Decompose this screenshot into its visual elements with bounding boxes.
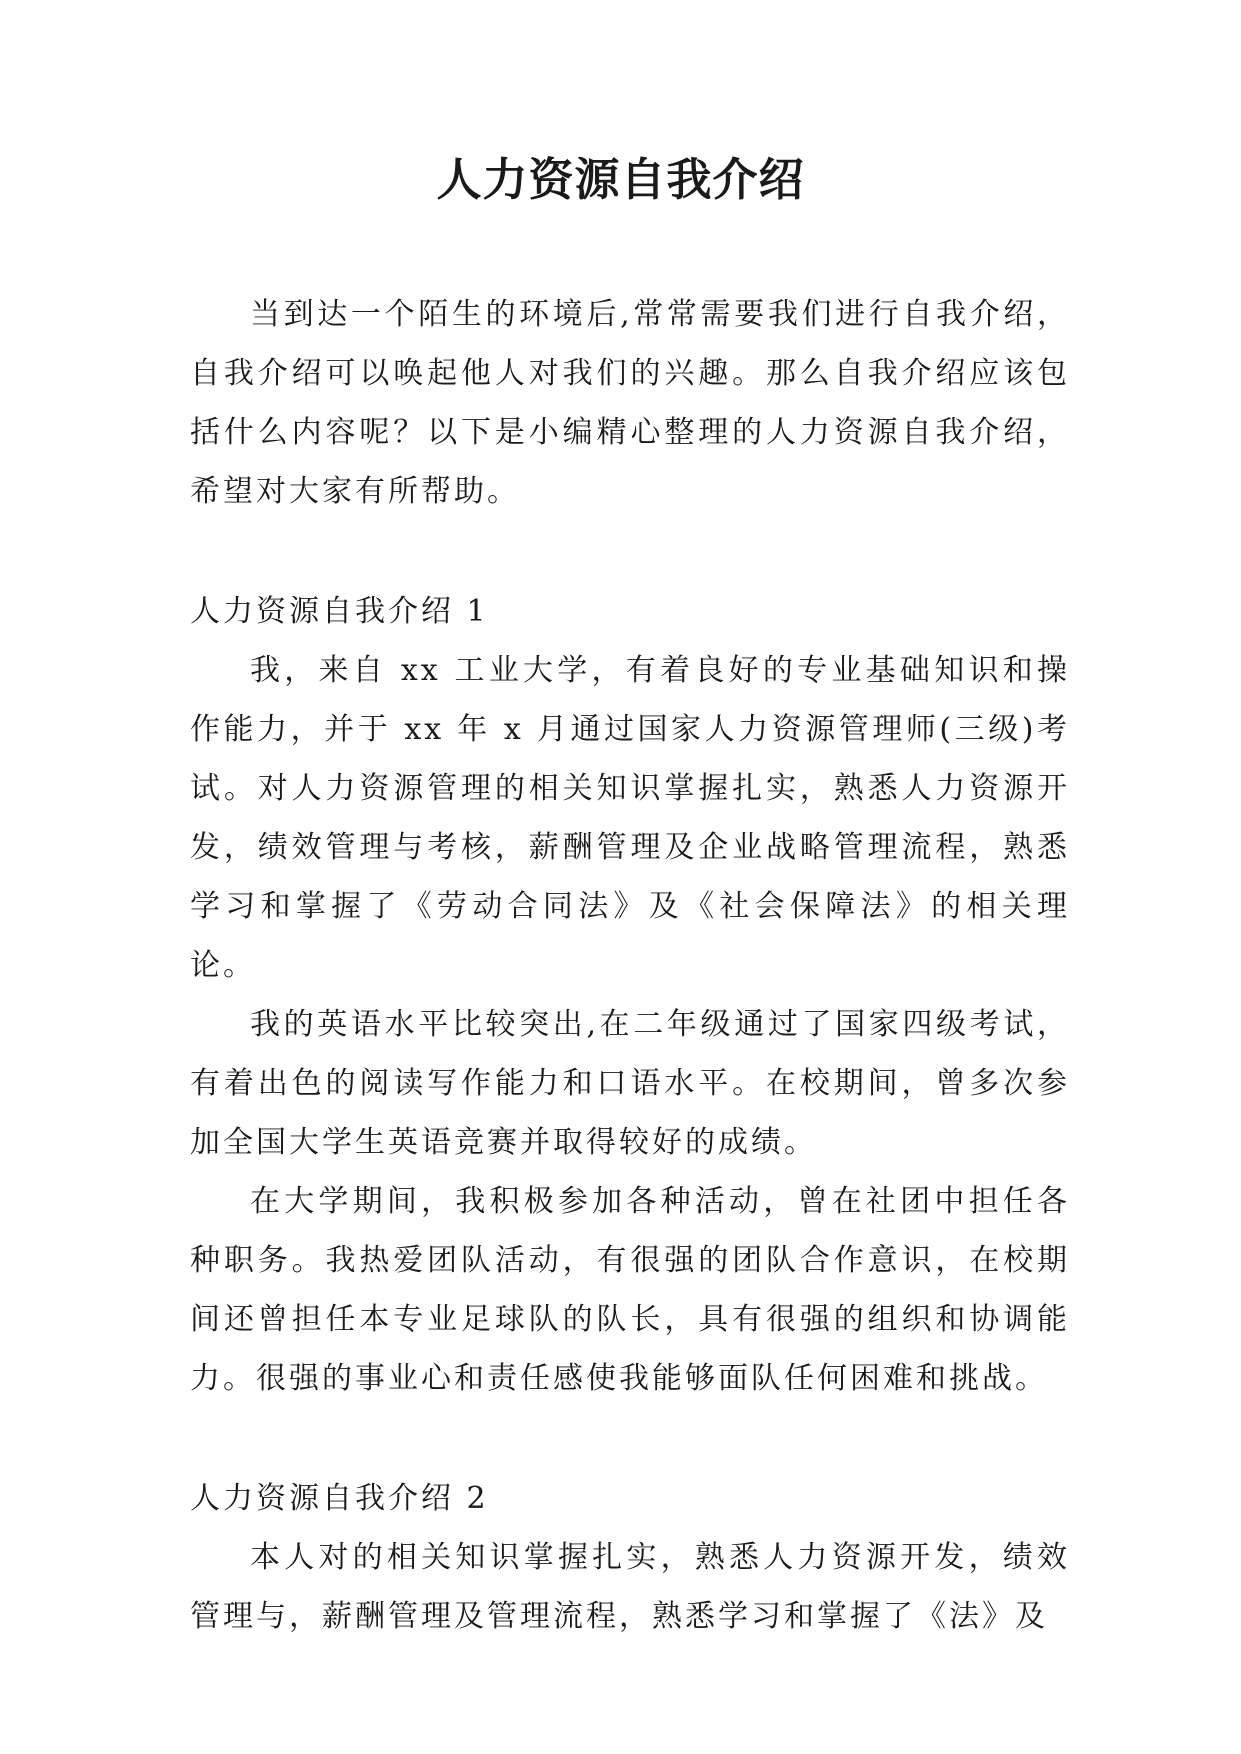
- intro-paragraph: 当到达一个陌生的环境后,常常需要我们进行自我介绍，自我介绍可以唤起他人对我们的兴趣。那么自我介绍应该包括什么内容呢？以下是小编精心整理的人力资源自我介绍，希望对大家有所帮助。: [190, 297, 1070, 509]
- section-1-paragraph-1: 我，来自 xx 工业大学，有着良好的专业基础知识和操作能力，并于 xx 年 x 月通过国家人力资源管理师(三级)考试。对人力资源管理的相关知识掌握扎实，熟悉人力资源开发，绩效管理与考核，薪酬管理及企业战略管理流程，熟悉学习和掌握了《劳动合同法》及《社会保障法》的相关理论。: [190, 653, 1070, 983]
- section-heading-1: 人力资源自我介绍 1: [190, 594, 489, 629]
- section-1-paragraph-2: 我的英语水平比较突出,在二年级通过了国家四级考试，有着出色的阅读写作能力和口语水平。在校期间，曾多次参加全国大学生英语竞赛并取得较好的成绩。: [190, 1007, 1070, 1160]
- section-1-paragraph-3: 在大学期间，我积极参加各种活动，曾在社团中担任各种职务。我热爱团队活动，有很强的团队合作意识，在校期间还曾担任本专业足球队的队长，具有很强的组织和协调能力。很强的事业心和责任感使我能够面队任何困难和挑战。: [190, 1184, 1070, 1396]
- spacer: [190, 1408, 1070, 1469]
- document-title: 人力资源自我介绍: [436, 153, 805, 206]
- section-2-paragraph-1: 本人对的相关知识掌握扎实，熟悉人力资源开发，绩效管理与，薪酬管理及管理流程，熟悉学习和掌握了《法》及: [190, 1540, 1070, 1634]
- spacer: [190, 521, 1070, 582]
- section-heading-2: 人力资源自我介绍 2: [190, 1481, 489, 1516]
- document-body: [190, 285, 1070, 1646]
